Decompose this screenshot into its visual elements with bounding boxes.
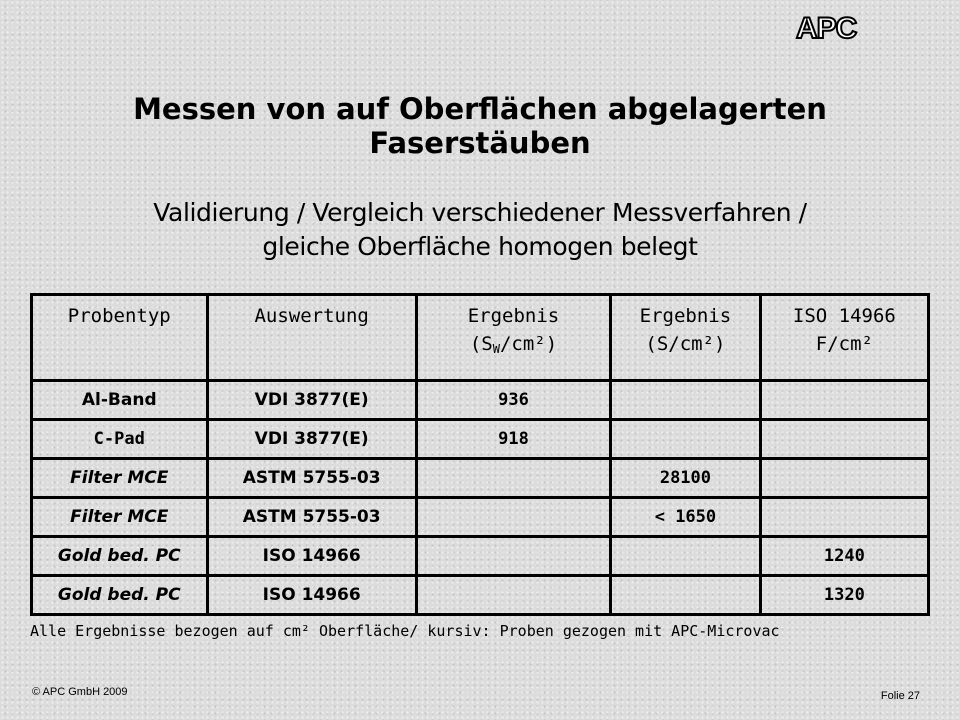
header-ergebnis-s: Ergebnis (S/cm²): [611, 295, 761, 381]
cell-probentyp: Filter MCE: [32, 498, 208, 537]
cell-auswertung: ASTM 5755-03: [207, 459, 416, 498]
header-ergebnis-sw: Ergebnis $(S_W/cm^2)$: [416, 295, 610, 381]
cell-auswertung: VDI 3877(E): [207, 420, 416, 459]
cell-ergebnis-sw: [416, 576, 610, 615]
subtitle-line-1: Validierung / Vergleich verschiedener Messverfahren /: [153, 198, 807, 227]
cell-ergebnis-s: 28100: [611, 459, 761, 498]
header-probentyp: Probentyp: [32, 295, 208, 381]
table-row: [32, 498, 929, 537]
results-table: [30, 293, 930, 616]
cell-probentyp: Gold bed. PC: [32, 537, 208, 576]
copyright: © APC GmbH 2009: [32, 686, 128, 698]
cell-probentyp: Filter MCE: [32, 459, 208, 498]
cell-ergebnis-s: [611, 381, 761, 420]
table-row: [32, 381, 929, 420]
cell-auswertung: ASTM 5755-03: [207, 498, 416, 537]
cell-iso: 1320: [760, 576, 928, 615]
header-iso: ISO 14966 F/cm²: [760, 295, 928, 381]
cell-iso: [760, 498, 928, 537]
slide-number: Folie 27: [880, 690, 920, 702]
slide-subtitle: [60, 196, 900, 264]
cell-auswertung: VDI 3877(E): [207, 381, 416, 420]
cell-iso: [760, 381, 928, 420]
header-auswertung: Auswertung: [207, 295, 416, 381]
cell-probentyp: Al-Band: [32, 381, 208, 420]
table-row: [32, 459, 929, 498]
subtitle-line-2: gleiche Oberfläche homogen belegt: [262, 232, 698, 261]
table-row: [32, 576, 929, 615]
cell-ergebnis-s: [611, 420, 761, 459]
cell-ergebnis-sw: [416, 459, 610, 498]
cell-auswertung: ISO 14966: [207, 537, 416, 576]
cell-auswertung: ISO 14966: [207, 576, 416, 615]
cell-ergebnis-sw: 918: [416, 420, 610, 459]
table-row: [32, 537, 929, 576]
table-row: [32, 420, 929, 459]
footnote: Alle Ergebnisse bezogen auf cm² Oberfläche/ kursiv: Proben gezogen mit APC-Microvac: [30, 622, 780, 640]
cell-iso: 1240: [760, 537, 928, 576]
cell-ergebnis-s: [611, 576, 761, 615]
cell-ergebnis-sw: [416, 537, 610, 576]
cell-ergebnis-sw: [416, 498, 610, 537]
cell-ergebnis-s: [611, 537, 761, 576]
cell-ergebnis-s: < 1650: [611, 498, 761, 537]
cell-iso: [760, 459, 928, 498]
table-header-row: [32, 295, 929, 381]
cell-ergebnis-sw: 936: [416, 381, 610, 420]
cell-probentyp: Gold bed. PC: [32, 576, 208, 615]
apc-logo: APC: [796, 12, 857, 45]
slide-title: Messen von auf Oberflächen abgelagerten Faserstäuben: [133, 92, 827, 160]
cell-probentyp: C-Pad: [32, 420, 208, 459]
cell-iso: [760, 420, 928, 459]
